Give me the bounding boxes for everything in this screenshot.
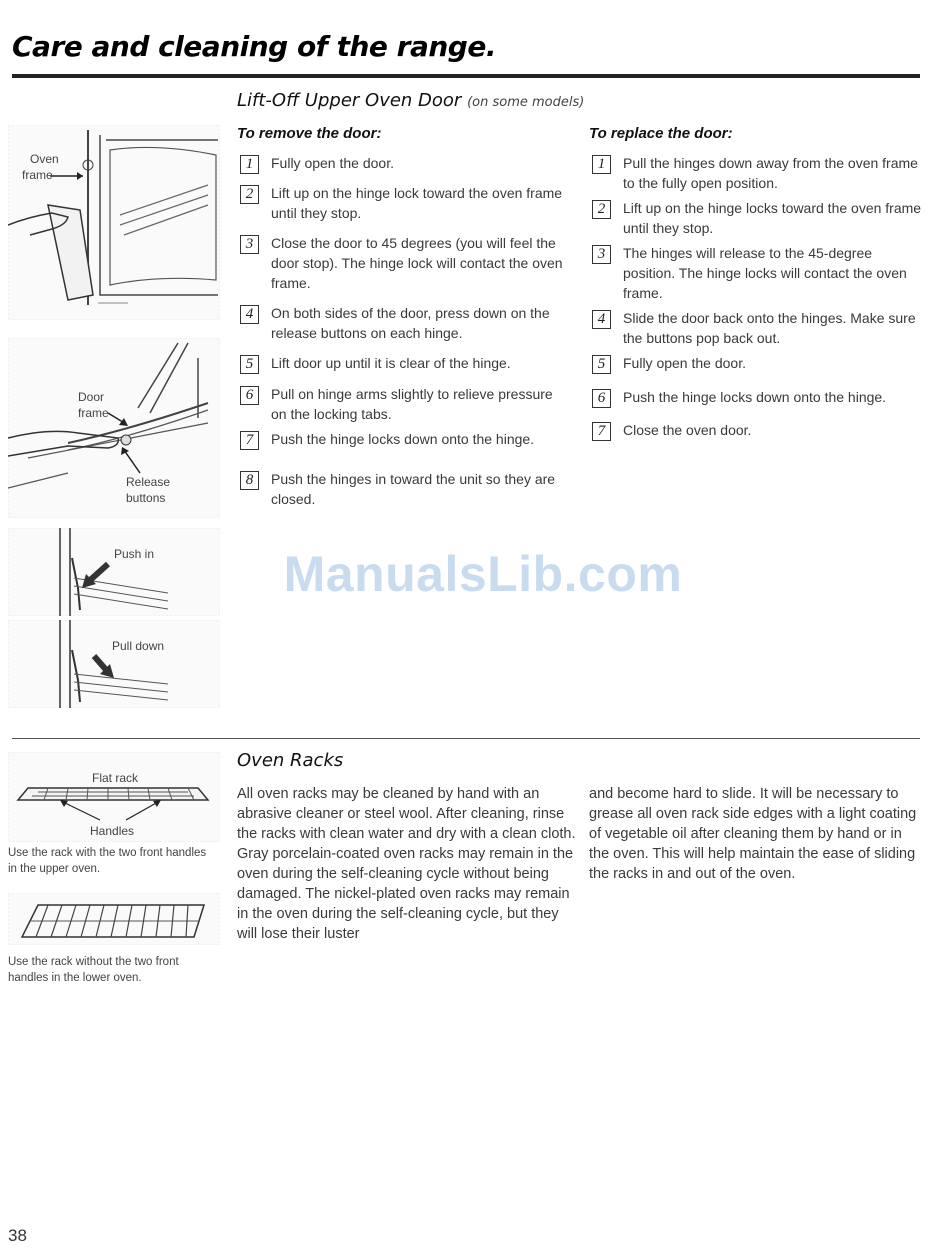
step-text: Push the hinges in toward the unit so they are closed. [271, 471, 556, 507]
step-number: 3 [240, 235, 259, 254]
step-number: 5 [240, 355, 259, 374]
step-text: Push the hinge locks down onto the hinge. [271, 431, 535, 447]
remove-step [240, 353, 570, 374]
step-text: Pull on hinge arms slightly to relieve pressure on the locking tabs. [271, 386, 553, 422]
remove-step [240, 233, 570, 293]
remove-step [240, 303, 570, 343]
step-number: 6 [240, 386, 259, 405]
flat-rack-label: Flat rack [92, 771, 139, 785]
racks-text-col1: All oven racks may be cleaned by hand with an abrasive cleaner or steel wool. After cleaning, rinse the racks with clean water and dry with a clean cloth. Gray porcelain-coated oven racks may remain in the oven during the self-cleaning cycle without being damaged. The nickel-plated oven racks may remain in the oven during the self-cleaning cycle, but they will lose their luster [237, 786, 576, 942]
rack-no-handles-illustration [8, 893, 220, 945]
step-number: 6 [592, 389, 611, 408]
oven-racks-title: Oven Racks [237, 750, 344, 771]
door-frame-label: Door frame [78, 390, 109, 420]
step-text: The hinges will release to the 45-degree position. The hinge locks will contact the oven frame. [623, 245, 907, 301]
step-number: 2 [240, 185, 259, 204]
remove-step [240, 469, 570, 509]
racks-text-col2: and become hard to slide. It will be necessary to grease all oven rack side edges with a light coating of vegetable oil after cleaning them by hand or in the oven. This will help maintain the ease of sliding the racks in and out of the oven. [589, 786, 917, 882]
page-title: Care and cleaning of the range. [12, 30, 496, 63]
page-number: 38 [8, 1226, 27, 1245]
step-text: Close the door to 45 degrees (you will feel the door stop). The hinge lock will contact the oven frame. [271, 235, 563, 291]
oven-frame-illustration [8, 125, 220, 320]
remove-step [240, 429, 580, 450]
step-number: 2 [592, 200, 611, 219]
step-text: Lift up on the hinge lock toward the oven frame until they stop. [271, 185, 563, 221]
pull-down-label: Pull down [112, 639, 165, 653]
step-number: 8 [240, 471, 259, 490]
step-text: Close the oven door. [623, 422, 752, 438]
replace-step [592, 153, 922, 193]
oven-frame-label: Oven frame [22, 152, 59, 182]
title-rule [12, 74, 920, 78]
flat-rack-illustration [8, 752, 220, 842]
lower-rack-caption: Use the rack without the two front handles in the lower oven. [8, 956, 179, 984]
remove-step [240, 153, 570, 174]
pull-down-illustration [8, 620, 220, 708]
upper-rack-caption: Use the rack with the two front handles in the upper oven. [8, 847, 207, 875]
step-text: Lift door up until it is clear of the hinge. [271, 355, 511, 371]
step-text: Push the hinge locks down onto the hinge. [623, 389, 887, 405]
handles-label: Handles [90, 824, 135, 838]
step-text: On both sides of the door, press down on the release buttons on each hinge. [271, 305, 550, 341]
step-number: 3 [592, 245, 611, 264]
replace-step [592, 353, 922, 374]
step-number: 5 [592, 355, 611, 374]
step-number: 1 [592, 155, 611, 174]
step-text: Pull the hinges down away from the oven frame to the fully open position. [623, 155, 918, 191]
step-number: 7 [240, 431, 259, 450]
racks-section-rule [12, 738, 920, 739]
step-number: 4 [592, 310, 611, 329]
step-text: Lift up on the hinge locks toward the oven frame until they stop. [623, 200, 922, 236]
door-section-title [237, 90, 584, 111]
door-section-title-text: Lift-Off Upper Oven Door [237, 90, 462, 111]
remove-step [240, 183, 570, 223]
remove-door-heading: To remove the door: [237, 125, 382, 142]
release-buttons-label: Release buttons [126, 475, 171, 505]
door-frame-illustration [8, 338, 220, 518]
step-text: Fully open the door. [623, 355, 746, 371]
replace-step [592, 420, 922, 441]
step-text: Slide the door back onto the hinges. Make sure the buttons pop back out. [623, 310, 916, 346]
push-in-illustration [8, 528, 220, 616]
step-number: 4 [240, 305, 259, 324]
remove-step [240, 384, 570, 424]
step-text: Fully open the door. [271, 155, 394, 171]
push-in-label: Push in [114, 547, 155, 561]
replace-door-heading: To replace the door: [589, 125, 733, 142]
door-section-subtitle: (on some models) [467, 95, 585, 110]
replace-step [592, 198, 922, 238]
step-number: 7 [592, 422, 611, 441]
replace-step [592, 387, 922, 408]
replace-step [592, 308, 922, 348]
step-number: 1 [240, 155, 259, 174]
watermark: ManualsLib.com [283, 546, 683, 602]
replace-step [592, 243, 922, 303]
